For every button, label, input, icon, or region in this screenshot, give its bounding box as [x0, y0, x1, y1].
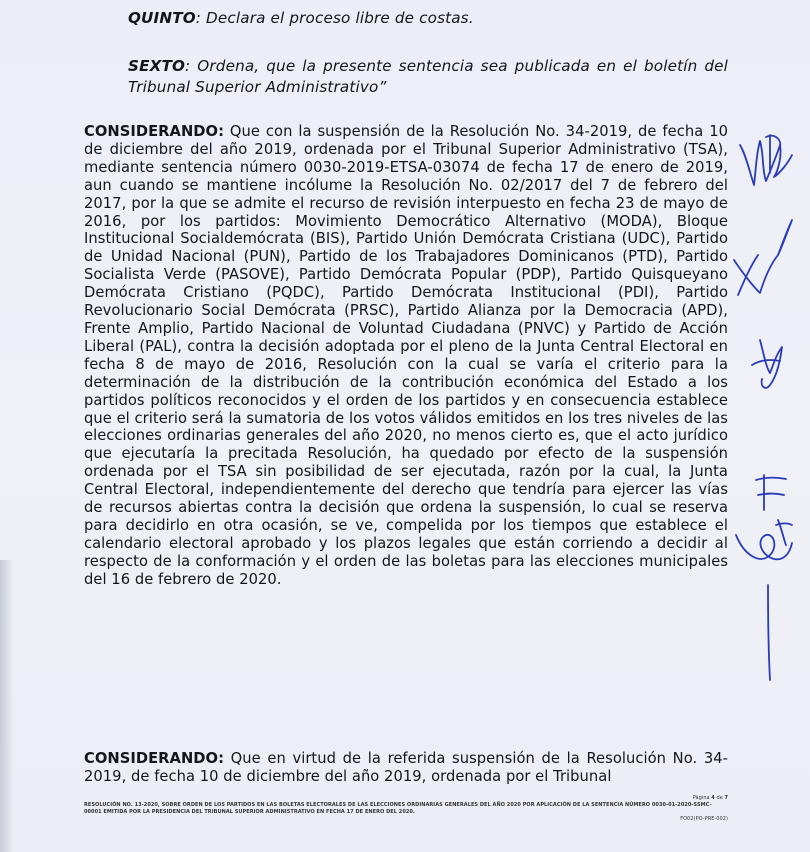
form-code: FO02(PO-PRE-002): [680, 816, 728, 822]
resolution-item-sexto: [128, 56, 728, 98]
sexto-paragraph: [128, 56, 728, 98]
page-edge-shadow: [0, 560, 14, 852]
sexto-text: : Ordena, que la presente sentencia sea publicada en el boletín del Tribunal Superior Administrativo”: [128, 57, 728, 96]
sexto-label: SEXTO: [128, 57, 186, 75]
page-current: 4: [711, 795, 715, 801]
quinto-text: : Declara el proceso libre de costas.: [195, 9, 474, 27]
considerando-paragraph-1: [84, 123, 728, 589]
page-total: 7: [724, 795, 728, 801]
page-prefix: Página: [692, 795, 712, 801]
page-mid: de: [714, 795, 725, 801]
resolution-item-quinto: [128, 8, 728, 29]
considerando-text: Que con la suspensión de la Resolución No. 34-2019, de fecha 10 de diciembre del año 2019, ordenada por el Tribunal Superior Administrativo (TSA), mediante sentencia número 0030-2019-ETSA-03074 de fecha 17 de enero de 2019, aun cuando se mantiene incólume la Resolución No. 02/2017 del 7 de febrero del 2017, por la que se admite el recurso de revisión interpuesto en fecha 23 de mayo de 2016, por los partidos: Movimiento Democrático Alternativo (MODA), Bloque Institucional Socialdemócrata (BIS), Partido Unión Demócrata Cristiana (UDC), Partido de Unidad Nacional (PUN), Partido de los Trabajadores Dominicanos (PTD), Partido Socialista Verde (PASOVE), Partido Demócrata Popular (PDP), Partido Quisqueyano Demócrata Cristiano (PQDC), Partido Demócrata Institucional (PDI), Partido Revolucionario Social Demócrata (PRSC), Partido Alianza por la Democracia (APD), Frente Amplio, Partido Nacional de Voluntad Ciudadana (PNVC) y Partido de Acción Liberal (PAL), contra la decisión adoptada por el pleno de la Junta Central Electoral en fecha 8 de mayo de 2016, Resolución con la cual se varía el criterio para la determinación de la distribución de la contribución económica del Estado a los partidos políticos reconocidos y el orden de los partidos y en consecuencia establece que el criterio será la sumatoria de los votos válidos emitidos en los tres niveles de las elecciones ordinarias generales del año 2020, no menos cierto es, que el acto jurídico que ejecutaría la precitada Resolución, ha quedado por efecto de la suspensión ordenada por el TSA sin posibilidad de ser ejecutada, razón por la cual, la Junta Central Electoral, independientemente del derecho que tendría para ejercer las vías de recursos abiertas contra la decisión que ordena la suspensión, lo cual se reserva para decidirlo en otra ocasión, se ve, compelida por los tiempos que establece el calendario electoral aprobado y los plazos legales que están corriendo a decidir al respecto de la conformación y el orden de las boletas para las elecciones municipales del 16 de febrero de 2020.: [84, 123, 728, 588]
considerando-paragraph-2: [84, 750, 728, 786]
quinto-paragraph: [128, 8, 728, 29]
considerando-label: CONSIDERANDO:: [84, 123, 224, 140]
quinto-label: QUINTO: [128, 9, 196, 27]
page-number: [84, 795, 728, 802]
handwritten-signature-icon: [730, 115, 810, 685]
considerando-label: CONSIDERANDO:: [84, 750, 224, 767]
page-footer: [84, 795, 728, 823]
footer-reference: RESOLUCIÓN NO. 13-2020, SOBRE ORDEN DE LOS PARTIDOS EN LAS BOLETAS ELECTORALES DE LAS ELECCIONES ORDINARIAS GENERALES DEL AÑO 2020 POR APLICACIÓN DE LA SENTENCIA NÚMERO 0030-01-2020-SSMC-00001 EMITIDA POR LA PRESIDENCIA DEL TRIBUNAL SUPERIOR ADMINISTRATIVO EN FECHA 17 DE ENERO DEL 2020.: [84, 802, 712, 815]
considerando-text: Que en virtud de la referida suspensión de la Resolución No. 34-2019, de fecha 10 de diciembre del año 2019, ordenada por el Tribunal: [84, 750, 728, 785]
